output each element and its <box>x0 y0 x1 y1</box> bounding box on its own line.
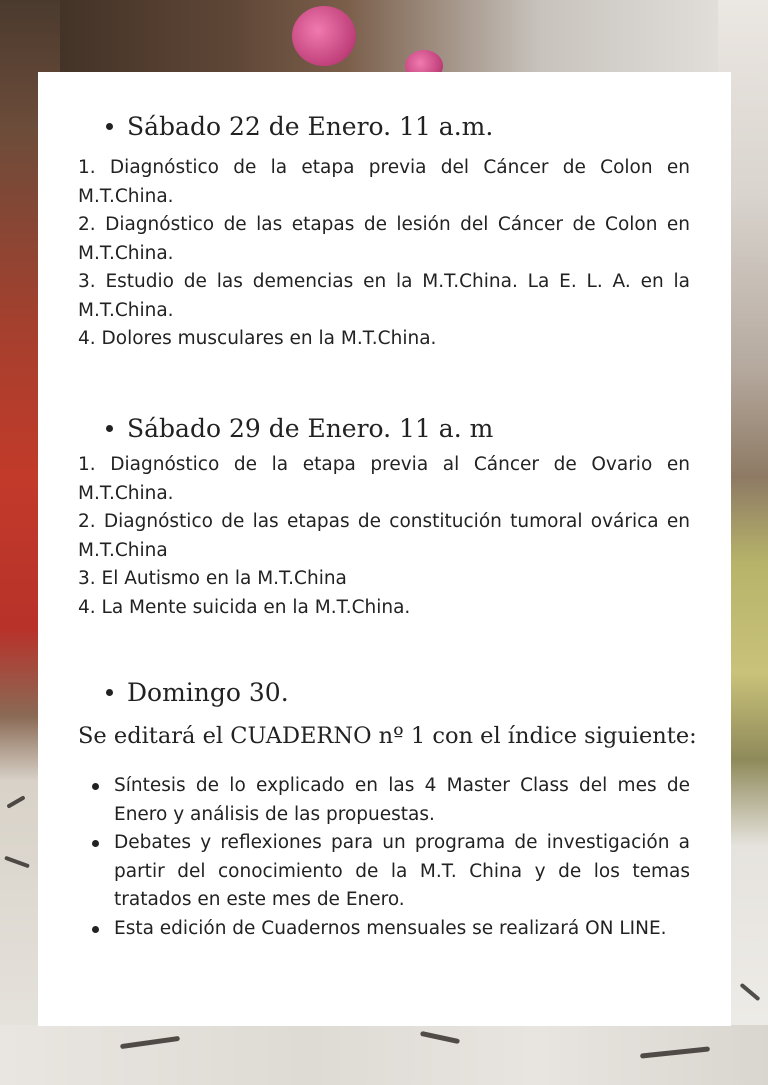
bullet-item: Esta edición de Cuadernos mensuales se realizará ON LINE. <box>90 915 690 944</box>
section-3-subtitle: Se editará el CUADERNO nº 1 con el índice siguiente: <box>78 723 697 749</box>
list-item: 3. Estudio de las demencias en la M.T.China. La E. L. A. en la M.T.China. <box>78 271 690 321</box>
content-card <box>38 72 731 1026</box>
section-2-day: Sábado 29 de Enero. 11 a. m <box>127 414 494 443</box>
section-2-heading <box>98 414 493 443</box>
section-3-heading <box>98 678 289 707</box>
list-item: 2. Diagnóstico de las etapas de constitución tumoral ovárica en M.T.China <box>78 511 690 561</box>
section-1-heading <box>98 112 493 141</box>
list-item: 3. El Autismo en la M.T.China <box>78 568 347 589</box>
section-1-day: Sábado 22 de Enero. 11 a.m. <box>127 112 494 141</box>
bullet-item: Debates y reflexiones para un programa de investigación a partir del conocimiento de la M.T. China y de los temas tratados en este mes de Enero. <box>90 829 690 915</box>
bullet-dot <box>106 689 113 696</box>
bullet-dot <box>106 425 113 432</box>
bullet-dot <box>106 123 113 130</box>
list-item: 4. Dolores musculares en la M.T.China. <box>78 328 437 349</box>
section-1-list <box>78 154 690 354</box>
bullet-item: Síntesis de lo explicado en las 4 Master Class del mes de Enero y análisis de las propuestas. <box>90 772 690 829</box>
list-item: 1. Diagnóstico de la etapa previa del Cáncer de Colon en M.T.China. <box>78 157 690 207</box>
section-3-bullets <box>90 772 690 943</box>
list-item: 2. Diagnóstico de las etapas de lesión del Cáncer de Colon en M.T.China. <box>78 214 690 264</box>
list-item: 1. Diagnóstico de la etapa previa al Cáncer de Ovario en M.T.China. <box>78 454 690 504</box>
section-2-list <box>78 451 690 622</box>
pink-flower-image <box>292 6 356 66</box>
background-top <box>0 0 768 80</box>
list-item: 4. La Mente suicida en la M.T.China. <box>78 596 411 618</box>
section-3-day: Domingo 30. <box>127 678 289 707</box>
